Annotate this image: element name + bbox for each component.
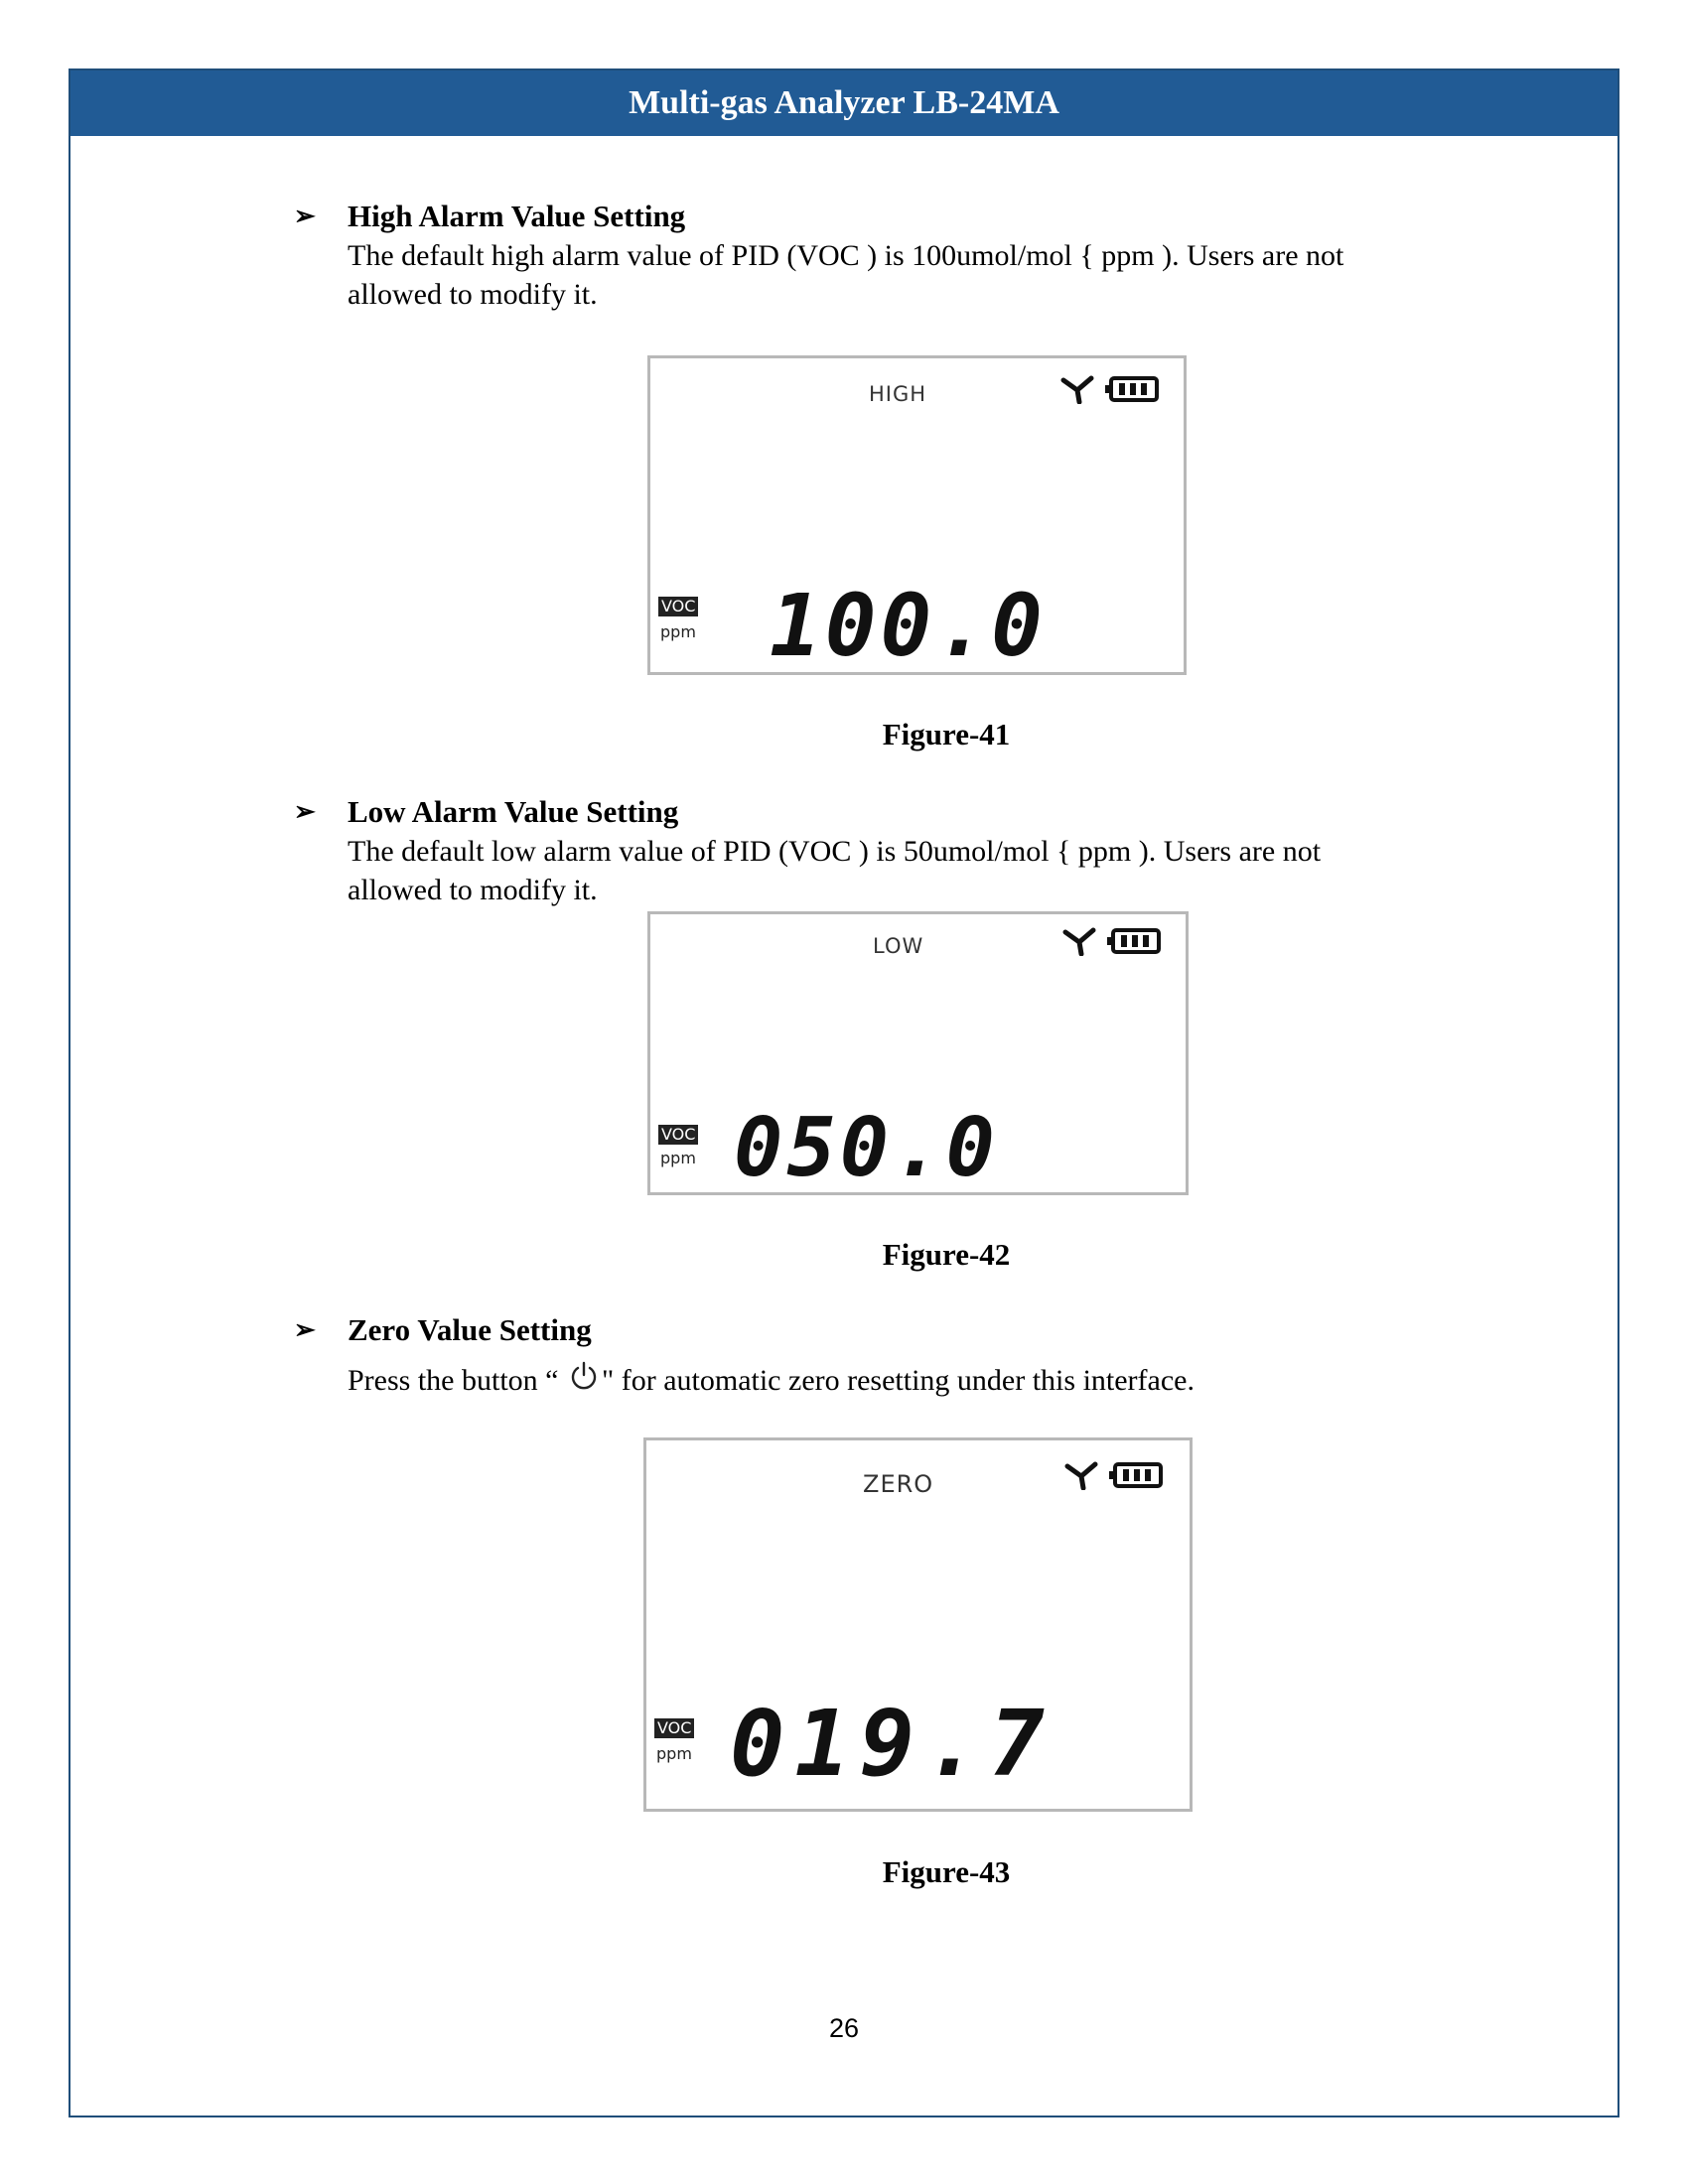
lcd-display-zero xyxy=(643,1437,1193,1812)
lcd-unit-label: ppm xyxy=(660,1149,696,1167)
figure-caption: Figure-42 xyxy=(882,1237,1011,1272)
fan-icon xyxy=(1059,926,1099,956)
section-heading-text: Low Alarm Value Setting xyxy=(348,794,679,829)
lcd-status-icons xyxy=(1057,374,1161,404)
lcd-value-reading: 100.0 xyxy=(770,577,1047,676)
lcd-gas-label: VOC xyxy=(658,597,698,616)
lcd-mode-label: LOW xyxy=(873,934,924,958)
section-body-low-alarm xyxy=(348,832,1519,909)
battery-icon xyxy=(1107,926,1163,956)
lcd-mode-label: ZERO xyxy=(863,1470,934,1498)
body-text-after: " for automatic zero resetting under this interface. xyxy=(601,1364,1195,1397)
fan-icon xyxy=(1061,1460,1101,1490)
lcd-gas-label: VOC xyxy=(658,1125,698,1145)
body-text-before: Press the button “ xyxy=(348,1364,566,1397)
body-line: allowed to modify it. xyxy=(348,874,598,906)
page-number: 26 xyxy=(828,2013,860,2043)
body-line: The default low alarm value of PID (VOC ) is 50umol/mol { ppm ). Users are not xyxy=(348,835,1322,868)
section-heading-text: Zero Value Setting xyxy=(348,1312,592,1347)
page-header-title: Multi-gas Analyzer LB-24MA xyxy=(70,70,1618,136)
section-heading-high-alarm xyxy=(294,199,685,234)
lcd-display-low xyxy=(647,911,1189,1195)
section-body-high-alarm xyxy=(348,236,1519,314)
lcd-display-high xyxy=(647,355,1187,675)
battery-icon xyxy=(1105,374,1161,404)
section-heading-text: High Alarm Value Setting xyxy=(348,199,686,233)
section-heading-low-alarm xyxy=(294,794,678,830)
bullet-arrow-icon: ➢ xyxy=(294,797,316,826)
lcd-status-icons xyxy=(1059,926,1163,956)
lcd-mode-label: HIGH xyxy=(869,382,927,406)
figure-caption: Figure-41 xyxy=(882,717,1011,751)
figure-caption: Figure-43 xyxy=(882,1854,1011,1889)
lcd-status-icons xyxy=(1061,1460,1165,1490)
fan-icon xyxy=(1057,374,1097,404)
lcd-unit-label: ppm xyxy=(660,622,696,641)
lcd-unit-label: ppm xyxy=(656,1744,692,1763)
section-heading-zero-value xyxy=(294,1312,592,1348)
power-button-icon xyxy=(568,1360,600,1392)
lcd-value-reading: 050.0 xyxy=(734,1101,999,1195)
bullet-arrow-icon: ➢ xyxy=(294,1315,316,1344)
bullet-arrow-icon: ➢ xyxy=(294,202,316,230)
body-line: The default high alarm value of PID (VOC ) is 100umol/mol { ppm ). Users are not xyxy=(348,239,1344,272)
battery-icon xyxy=(1109,1460,1165,1490)
lcd-gas-label: VOC xyxy=(654,1718,694,1738)
body-line: allowed to modify it. xyxy=(348,278,598,311)
section-body-zero-value xyxy=(348,1360,1519,1400)
lcd-value-reading: 019.7 xyxy=(730,1691,1055,1797)
